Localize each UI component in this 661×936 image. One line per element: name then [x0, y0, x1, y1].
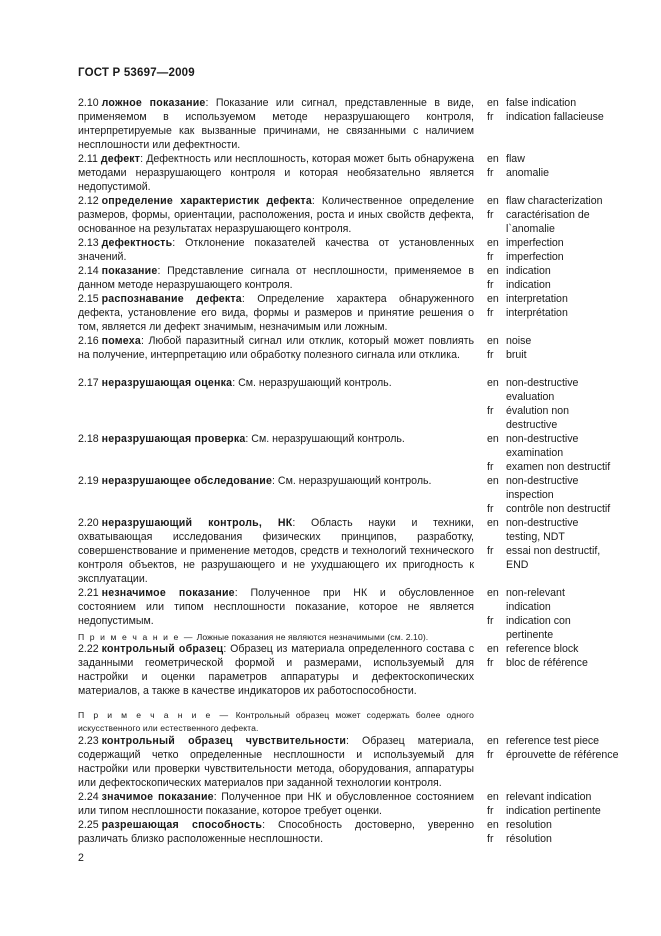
lang-code-fr: fr: [487, 405, 494, 417]
translations: [487, 376, 623, 432]
translation-line: pertinente: [506, 629, 554, 641]
term-entry: [78, 642, 623, 735]
lang-code-en: en: [487, 791, 499, 803]
lang-code-en: en: [487, 377, 499, 389]
translation-fr: [487, 460, 623, 474]
translation-en: [487, 236, 623, 250]
translation-text: [506, 348, 623, 362]
translations: [487, 818, 623, 846]
translation-text: [506, 832, 623, 846]
lang-code-fr: fr: [487, 167, 494, 179]
term-number: 2.21: [78, 587, 99, 599]
translation-text: [506, 614, 623, 642]
document-header: ГОСТ Р 53697—2009: [78, 67, 195, 79]
term-definition: [78, 818, 474, 846]
term-number: 2.23: [78, 735, 99, 747]
definition-text: : Показание или сигнал, представленные в виде, применяемом в используемом методе неразрушающего контроля, интерпретируемые как вызванные причинами, не связанными с наличием несплошности или дефектности.: [78, 97, 474, 151]
translation-text: [506, 306, 623, 320]
translations: [487, 334, 623, 362]
translation-line: bruit: [506, 349, 527, 361]
translation-line: interpretation: [506, 293, 568, 305]
lang-code-en: en: [487, 237, 499, 249]
translation-text: [506, 804, 623, 818]
term-number: 2.17: [78, 377, 99, 389]
lang-code-fr: fr: [487, 349, 494, 361]
definition-paragraph: [78, 334, 474, 362]
translations: [487, 264, 623, 292]
translation-fr: [487, 832, 623, 846]
term-definition: [78, 474, 474, 516]
translation-fr: [487, 748, 623, 762]
definition-text: : Способность достоверно, уверенно различать близко расположенные несплошности.: [78, 819, 474, 845]
term-name: ложное показание: [101, 97, 206, 109]
term-definition: [78, 516, 474, 586]
translation-fr: [487, 656, 623, 670]
translations: [487, 194, 623, 236]
term-number: 2.18: [78, 433, 99, 445]
translation-text: [506, 278, 623, 292]
translation-line: destructive: [506, 419, 558, 431]
translation-line: essai non destructif,: [506, 545, 601, 557]
translation-line: indication con: [506, 615, 571, 627]
translation-en: [487, 790, 623, 804]
term-entry: [78, 790, 623, 818]
lang-code-en: en: [487, 433, 499, 445]
term-number: 2.15: [78, 293, 99, 305]
lang-code-fr: fr: [487, 307, 494, 319]
translation-en: [487, 292, 623, 306]
translation-text: [506, 166, 623, 180]
term-entry: [78, 264, 623, 292]
translations: [487, 152, 623, 194]
translation-text: [506, 236, 623, 250]
term-name: контрольный образец: [101, 643, 224, 655]
translation-line: indication: [506, 265, 551, 277]
term-name: дефектность: [101, 237, 173, 249]
translation-text: [506, 208, 623, 236]
term-definition: [78, 790, 474, 818]
term-entry: [78, 376, 623, 432]
definition-text: : Представление сигнала от несплошности, применяемое в данном методе неразрушающего контроля.: [78, 265, 474, 291]
translation-line: resolution: [506, 819, 552, 831]
translation-line: imperfection: [506, 237, 564, 249]
translation-en: [487, 264, 623, 278]
lang-code-en: en: [487, 153, 499, 165]
term-name: контрольный образец чувствительности: [101, 735, 347, 747]
term-name: неразрушающая оценка: [101, 377, 233, 389]
translation-line: examination: [506, 447, 564, 459]
translation-text: [506, 460, 623, 474]
translations: [487, 790, 623, 818]
term-definition: [78, 292, 474, 334]
translations: [487, 236, 623, 264]
note-prefix: П р и м е ч а н и е —: [78, 632, 195, 642]
definition-paragraph: [78, 642, 474, 698]
term-name: дефект: [100, 153, 141, 165]
translation-text: [506, 748, 623, 762]
definition-text: : Образец материала, содержащий четко определенные несплошности и используемый для настройки или проверки чувствительности метода, оборудования, аппаратуры или дефектоскопических материалов при заданной технологии контроля.: [78, 735, 474, 789]
translation-line: bloc de référence: [506, 657, 588, 669]
lang-code-fr: fr: [487, 657, 494, 669]
lang-code-en: en: [487, 475, 499, 487]
translation-en: [487, 194, 623, 208]
term-definition: [78, 586, 474, 644]
definition-text: : Область науки и техники, охватывающая исследования физических принципов, разработку, совершенствование и применение методов, средств и технологий технического контроля объектов, не разрушающего и не ухудшающего их пригодность к эксплуатации.: [78, 517, 474, 585]
translation-fr: [487, 502, 623, 516]
definition-paragraph: [78, 818, 474, 846]
translation-fr: [487, 306, 623, 320]
term-name: разрешающая способность: [101, 819, 263, 831]
term-entry: [78, 474, 623, 516]
translation-text: [506, 334, 623, 348]
translation-fr: [487, 544, 623, 572]
translation-en: [487, 516, 623, 544]
translation-line: évalution non: [506, 405, 570, 417]
lang-code-en: en: [487, 735, 499, 747]
term-entry: [78, 96, 623, 152]
translation-en: [487, 474, 623, 502]
definition-paragraph: [78, 292, 474, 334]
translation-en: [487, 734, 623, 748]
term-number: 2.11: [78, 153, 98, 165]
lang-code-en: en: [487, 97, 499, 109]
term-name: неразрушающее обследование: [101, 475, 273, 487]
translations: [487, 642, 623, 735]
term-definition: [78, 194, 474, 236]
term-name: неразрушающая проверка: [101, 433, 246, 445]
translation-fr: [487, 348, 623, 362]
translation-text: [506, 790, 623, 804]
term-number: 2.13: [78, 237, 99, 249]
term-entry: [78, 194, 623, 236]
translations: [487, 586, 623, 644]
translation-en: [487, 586, 623, 614]
translation-text: [506, 194, 623, 208]
term-number: 2.22: [78, 643, 99, 655]
translation-fr: [487, 804, 623, 818]
lang-code-en: en: [487, 587, 499, 599]
definition-paragraph: [78, 432, 474, 446]
definition-text: : Дефектность или несплошность, которая может быть обнаружена методами неразрушающего контроля и которая необязательно является недопустимой.: [78, 153, 474, 193]
definition-text: : Полученное при НК и обусловленное состоянием или типом несплошности показание, которое не является недопустимым.: [78, 587, 474, 627]
translation-text: [506, 818, 623, 832]
translation-line: indication fallacieuse: [506, 111, 604, 123]
translation-fr: [487, 110, 623, 124]
lang-code-fr: fr: [487, 251, 494, 263]
translation-text: [506, 474, 623, 502]
translation-en: [487, 334, 623, 348]
translation-line: non-relevant: [506, 587, 565, 599]
term-name: незначимое показание: [101, 587, 235, 599]
page-number: 2: [78, 852, 84, 864]
definition-paragraph: [78, 474, 474, 488]
translation-line: éprouvette de référence: [506, 749, 619, 761]
note-text: Ложные показания не являются незначимыми (см. 2.10).: [196, 632, 429, 642]
term-entry: [78, 292, 623, 334]
lang-code-en: en: [487, 195, 499, 207]
translation-line: flaw characterization: [506, 195, 603, 207]
definition-paragraph: [78, 194, 474, 236]
translation-line: testing, NDT: [506, 531, 565, 543]
term-entry: [78, 586, 623, 644]
translation-line: examen non destructif: [506, 461, 611, 473]
translation-en: [487, 818, 623, 832]
term-definition: [78, 334, 474, 362]
term-number: 2.16: [78, 335, 99, 347]
definition-paragraph: [78, 152, 474, 194]
translation-line: indication pertinente: [506, 805, 601, 817]
translation-text: [506, 96, 623, 110]
translation-line: reference block: [506, 643, 579, 655]
translation-line: non-destructive: [506, 517, 579, 529]
translation-line: relevant indication: [506, 791, 592, 803]
definition-paragraph: [78, 586, 474, 628]
lang-code-en: en: [487, 643, 499, 655]
lang-code-fr: fr: [487, 749, 494, 761]
translation-line: imperfection: [506, 251, 564, 263]
lang-code-fr: fr: [487, 833, 494, 845]
lang-code-fr: fr: [487, 461, 494, 473]
translation-line: false indication: [506, 97, 577, 109]
translation-line: anomalie: [506, 167, 549, 179]
translation-fr: [487, 166, 623, 180]
translation-line: caractérisation de: [506, 209, 590, 221]
translation-fr: [487, 278, 623, 292]
lang-code-en: en: [487, 517, 499, 529]
translation-text: [506, 516, 623, 544]
translation-line: END: [506, 559, 529, 571]
term-definition: [78, 264, 474, 292]
term-entry: [78, 734, 623, 790]
term-definition: [78, 376, 474, 432]
lang-code-fr: fr: [487, 279, 494, 291]
translation-fr: [487, 404, 623, 432]
translation-en: [487, 432, 623, 460]
term-entry: [78, 236, 623, 264]
note-text: Контрольный образец может содержать более одного искусственного или естественного дефекта.: [78, 710, 474, 733]
translation-fr: [487, 614, 623, 642]
term-entry: [78, 152, 623, 194]
translation-en: [487, 96, 623, 110]
definition-paragraph: [78, 516, 474, 586]
lang-code-fr: fr: [487, 209, 494, 221]
translations: [487, 292, 623, 334]
translation-line: résolution: [506, 833, 552, 845]
translation-line: inspection: [506, 489, 554, 501]
translation-text: [506, 642, 623, 656]
translation-line: non-destructive: [506, 475, 579, 487]
definition-text: : Любой паразитный сигнал или отклик, который может повлиять на получение, интерпретацию или обработку полезного сигнала или отклика.: [78, 335, 474, 361]
term-entry: [78, 818, 623, 846]
lang-code-en: en: [487, 293, 499, 305]
term-definition: [78, 642, 474, 735]
translation-line: indication: [506, 279, 551, 291]
translations: [487, 96, 623, 152]
translation-text: [506, 544, 623, 572]
term-definition: [78, 432, 474, 474]
definition-paragraph: [78, 236, 474, 264]
definition-text: : Отклонение показателей качества от установленных значений.: [78, 237, 474, 263]
lang-code-fr: fr: [487, 805, 494, 817]
definition-paragraph: [78, 376, 474, 390]
lang-code-en: en: [487, 819, 499, 831]
translation-text: [506, 152, 623, 166]
term-definition: [78, 96, 474, 152]
definition-text: : Полученное при НК и обусловленное состоянием или типом несплошности показание, которое требует оценки.: [78, 791, 475, 817]
definition-text: : Определение характера обнаруженного дефекта, установление его вида, формы и размеров и принятие решения о том, является ли дефект значимым, незначимым или ложным.: [78, 293, 474, 333]
translation-line: noise: [506, 335, 532, 347]
translation-text: [506, 656, 623, 670]
translation-line: l`anomalie: [506, 223, 555, 235]
term-entry: [78, 432, 623, 474]
term-number: 2.10: [78, 97, 99, 109]
translation-text: [506, 376, 623, 404]
translation-en: [487, 152, 623, 166]
translations: [487, 734, 623, 790]
term-number: 2.14: [78, 265, 99, 277]
term-name: неразрушающий контроль, НК: [101, 517, 293, 529]
translation-text: [506, 110, 623, 124]
translation-text: [506, 432, 623, 460]
translation-text: [506, 292, 623, 306]
note: [78, 709, 474, 735]
term-name: определение характеристик дефекта: [101, 195, 312, 207]
translations: [487, 432, 623, 474]
term-number: 2.20: [78, 517, 99, 529]
translation-line: flaw: [506, 153, 525, 165]
term-entry: [78, 516, 623, 586]
term-definition: [78, 734, 474, 790]
translation-text: [506, 734, 623, 748]
translation-line: contrôle non destructif: [506, 503, 611, 515]
definition-text: : Количественное определение размеров, формы, ориентации, расположения, роста и иных свойств дефекта, основанное на результатах неразрушающего контроля.: [78, 195, 475, 235]
translation-fr: [487, 250, 623, 264]
term-name: показание: [101, 265, 158, 277]
lang-code-fr: fr: [487, 615, 494, 627]
translation-line: reference test piece: [506, 735, 600, 747]
translation-en: [487, 642, 623, 656]
term-definition: [78, 152, 474, 194]
definition-text: : Образец из материала определенного состава с заданными геометрической формой и размерами, используемый для настройки и оценки параметров аппаратуры и дефектоскопических материалов, а также в качестве индикаторов их работоспособности.: [78, 643, 474, 697]
translation-text: [506, 250, 623, 264]
translations: [487, 516, 623, 586]
definition-text: : См. неразрушающий контроль.: [245, 433, 405, 445]
lang-code-en: en: [487, 335, 499, 347]
translation-line: evaluation: [506, 391, 555, 403]
lang-code-fr: fr: [487, 503, 494, 515]
translation-line: non-destructive: [506, 377, 579, 389]
term-entry: [78, 334, 623, 362]
term-number: 2.19: [78, 475, 99, 487]
translation-en: [487, 376, 623, 404]
translation-text: [506, 404, 623, 432]
lang-code-fr: fr: [487, 545, 494, 557]
translation-text: [506, 586, 623, 614]
definition-text: : См. неразрушающий контроль.: [232, 377, 392, 389]
translation-text: [506, 264, 623, 278]
translations: [487, 474, 623, 516]
term-name: значимое показание: [101, 791, 214, 803]
definition-text: : См. неразрушающий контроль.: [272, 475, 432, 487]
translation-text: [506, 502, 623, 516]
definition-paragraph: [78, 96, 474, 152]
term-definition: [78, 236, 474, 264]
translation-fr: [487, 208, 623, 236]
term-number: 2.12: [78, 195, 99, 207]
translation-line: interprétation: [506, 307, 568, 319]
definition-paragraph: [78, 734, 474, 790]
term-name: помеха: [101, 335, 141, 347]
term-number: 2.24: [78, 791, 99, 803]
definition-paragraph: [78, 790, 474, 818]
lang-code-fr: fr: [487, 111, 494, 123]
lang-code-en: en: [487, 265, 499, 277]
note-prefix: П р и м е ч а н и е —: [78, 710, 230, 720]
term-number: 2.25: [78, 819, 99, 831]
translation-line: non-destructive: [506, 433, 579, 445]
translation-line: indication: [506, 601, 551, 613]
definition-paragraph: [78, 264, 474, 292]
term-name: распознавание дефекта: [101, 293, 242, 305]
